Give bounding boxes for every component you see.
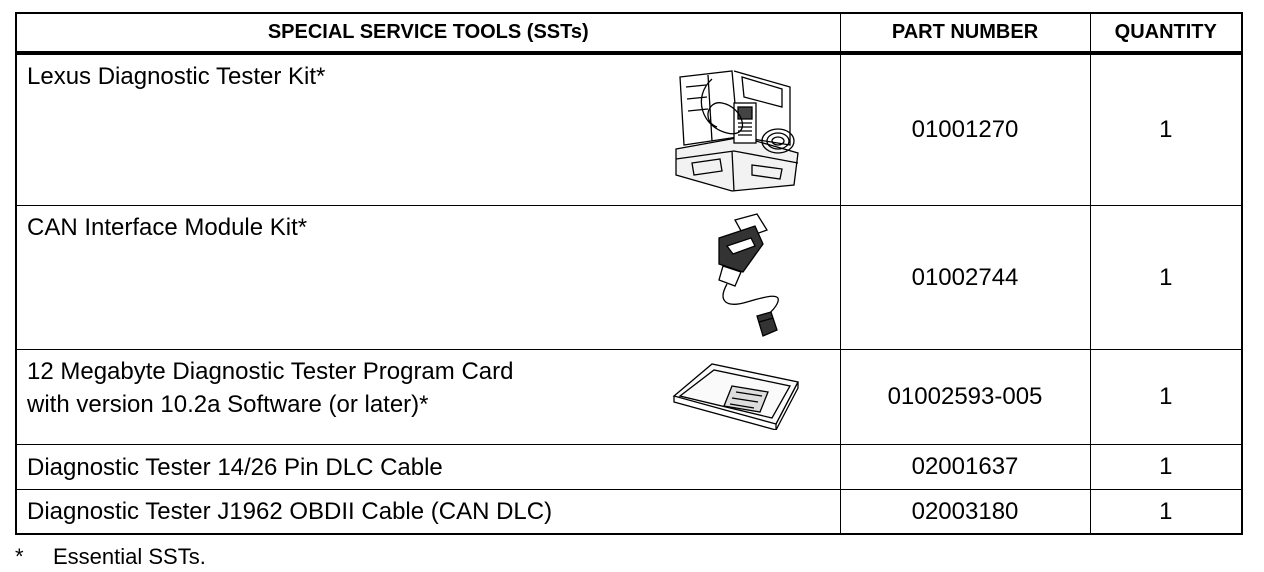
tool-cell [16,350,840,445]
quantity: 1 [1090,53,1242,206]
quantity: 1 [1090,490,1242,535]
tool-name: Diagnostic Tester J1962 OBDII Cable (CAN DLC) [27,498,553,525]
part-number: 02001637 [840,445,1090,490]
tool-cell [16,445,840,490]
tool-cell [16,53,840,206]
header-tool: SPECIAL SERVICE TOOLS (SSTs) [16,13,840,53]
diagnostic-tester-kit-image [672,67,802,195]
header-part-number: PART NUMBER [840,13,1090,53]
tool-cell [16,206,840,350]
can-interface-module-image [697,212,797,342]
sst-table [15,12,1243,535]
quantity: 1 [1090,350,1242,445]
tool-name: 12 Megabyte Diagnostic Tester Program Card [27,358,514,385]
header-row [16,13,1242,53]
table-row [16,350,1242,445]
part-number: 01002744 [840,206,1090,350]
tool-cell [16,490,840,535]
table-row [16,206,1242,350]
header-quantity: QUANTITY [1090,13,1242,53]
part-number: 01002593-005 [840,350,1090,445]
tool-name: Lexus Diagnostic Tester Kit* [27,63,326,90]
program-card-image [672,360,802,430]
footnote-marker: * [15,544,24,569]
quantity: 1 [1090,445,1242,490]
tool-name: Diagnostic Tester 14/26 Pin DLC Cable [27,453,443,481]
table-row [16,53,1242,206]
table-row [16,445,1242,490]
tool-name-line2: with version 10.2a Software (or later)* [27,391,429,418]
part-number: 02003180 [840,490,1090,535]
quantity: 1 [1090,206,1242,350]
tool-name: CAN Interface Module Kit* [27,214,308,241]
footnote [15,544,206,570]
footnote-text: Essential SSTs. [53,544,206,569]
table-row [16,490,1242,535]
part-number: 01001270 [840,53,1090,206]
